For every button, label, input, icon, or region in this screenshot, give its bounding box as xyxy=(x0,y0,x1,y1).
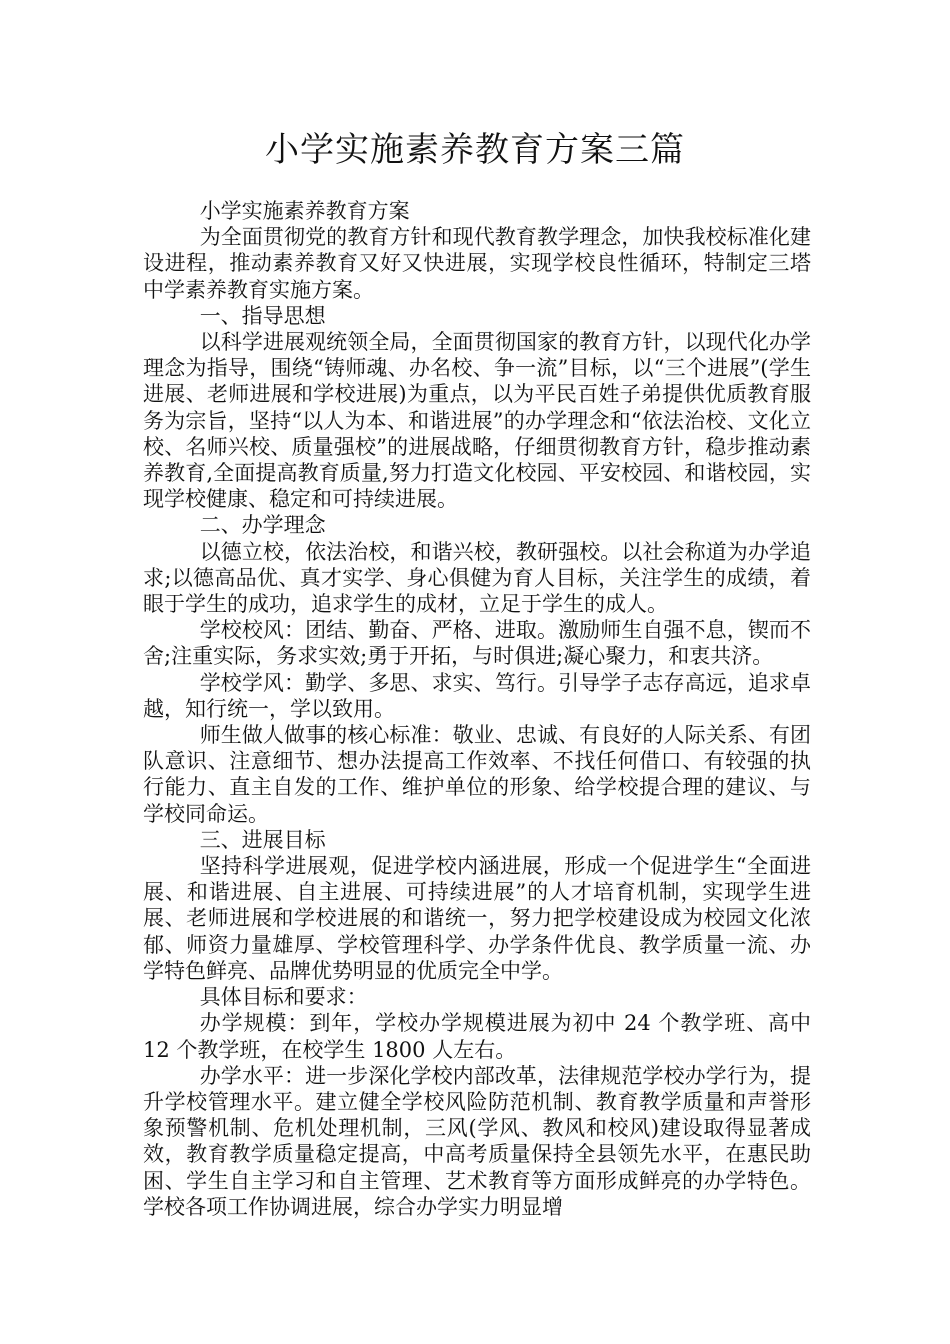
school-ethos-paragraph: 学校校风：团结、勤奋、严格、进取。激励师生自强不息，锲而不舍;注重实际，务求实效;勇于开拓，与时俱进;凝心聚力，和衷共济。 xyxy=(143,618,811,669)
specific-goals-heading: 具体目标和要求： xyxy=(199,985,368,1010)
subtitle-paragraph: 小学实施素养教育方案 xyxy=(199,199,410,223)
document-title: 小学实施素养教育方案三篇 xyxy=(265,130,685,170)
school-philosophy-paragraph: 以德立校，依法治校，和谐兴校，教研强校。以社会称道为办学追求;以德高品优、真才实学、身心俱健为育人目标，关注学生的成绩，着眼于学生的成功，追求学生的成材，立足于学生的成人。 xyxy=(143,539,811,617)
section-heading-school-philosophy: 二、办学理念 xyxy=(199,513,326,538)
intro-paragraph: 为全面贯彻党的教育方针和现代教育教学理念，加快我校标准化建设进程，推动素养教育又好又快进展，实现学校良性循环，特制定三塔中学素养教育实施方案。 xyxy=(143,225,811,302)
school-scale-paragraph: 办学规模：到年，学校办学规模进展为初中 24 个教学班、高中 12 个教学班，在校学生 1800 人左右。 xyxy=(143,1011,811,1062)
document-body xyxy=(143,198,811,1220)
core-standards-paragraph: 师生做人做事的核心标准：敬业、忠诚、有良好的人际关系、有团队意识、注意细节、想办法提高工作效率、不找任何借口、有较强的执行能力、直主自发的工作、维护单位的形象、给学校提合理的建议、与学校同命运。 xyxy=(143,723,811,826)
development-goals-paragraph: 坚持科学进展观，促进学校内涵进展，形成一个促进学生“全面进展、和谐进展、自主进展、可持续进展”的人才培育机制，实现学生进展、老师进展和学校进展的和谐统一，努力把学校建设成为校园文化浓郁、师资力量雄厚、学校管理科学、办学条件优良、教学质量一流、办学特色鲜亮、品牌优势明显的优质完全中学。 xyxy=(143,854,811,983)
section-heading-guiding-thought: 一、指导思想 xyxy=(199,303,326,328)
study-style-paragraph: 学校学风：勤学、多思、求实、笃行。引导学子志存高远，追求卓越，知行统一，学以致用。 xyxy=(143,670,811,721)
school-level-paragraph: 办学水平：进一步深化学校内部改革，法律规范学校办学行为，提升学校管理水平。建立健全学校风险防范机制、教育教学质量和声誉形象预警机制、危机处理机制，三风(学风、教风和校风)建设取得显著成效，教育教学质量稳定提高，中高考质量保持全县领先水平，在惠民助困、学生自主学习和自主管理、艺术教育等方面形成鲜亮的办学特色。学校各项工作协调进展，综合办学实力明显增 xyxy=(143,1063,811,1219)
section-heading-development-goals: 三、进展目标 xyxy=(199,827,326,852)
guiding-thought-paragraph: 以科学进展观统领全局，全面贯彻国家的教育方针，以现代化办学理念为指导，围绕“铸师魂、办名校、争一流”目标，以“三个进展”(学生进展、老师进展和学校进展)为重点，以为平民百姓子弟提供优质教育服务为宗旨，坚持“以人为本、和谐进展”的办学理念和“依法治校、文化立校、名师兴校、质量强校”的进展战略，仔细贯彻教育方针，稳步推动素养教育,全面提高教育质量,努力打造文化校园、平安校园、和谐校园，实现学校健康、稳定和可持续进展。 xyxy=(143,330,811,512)
